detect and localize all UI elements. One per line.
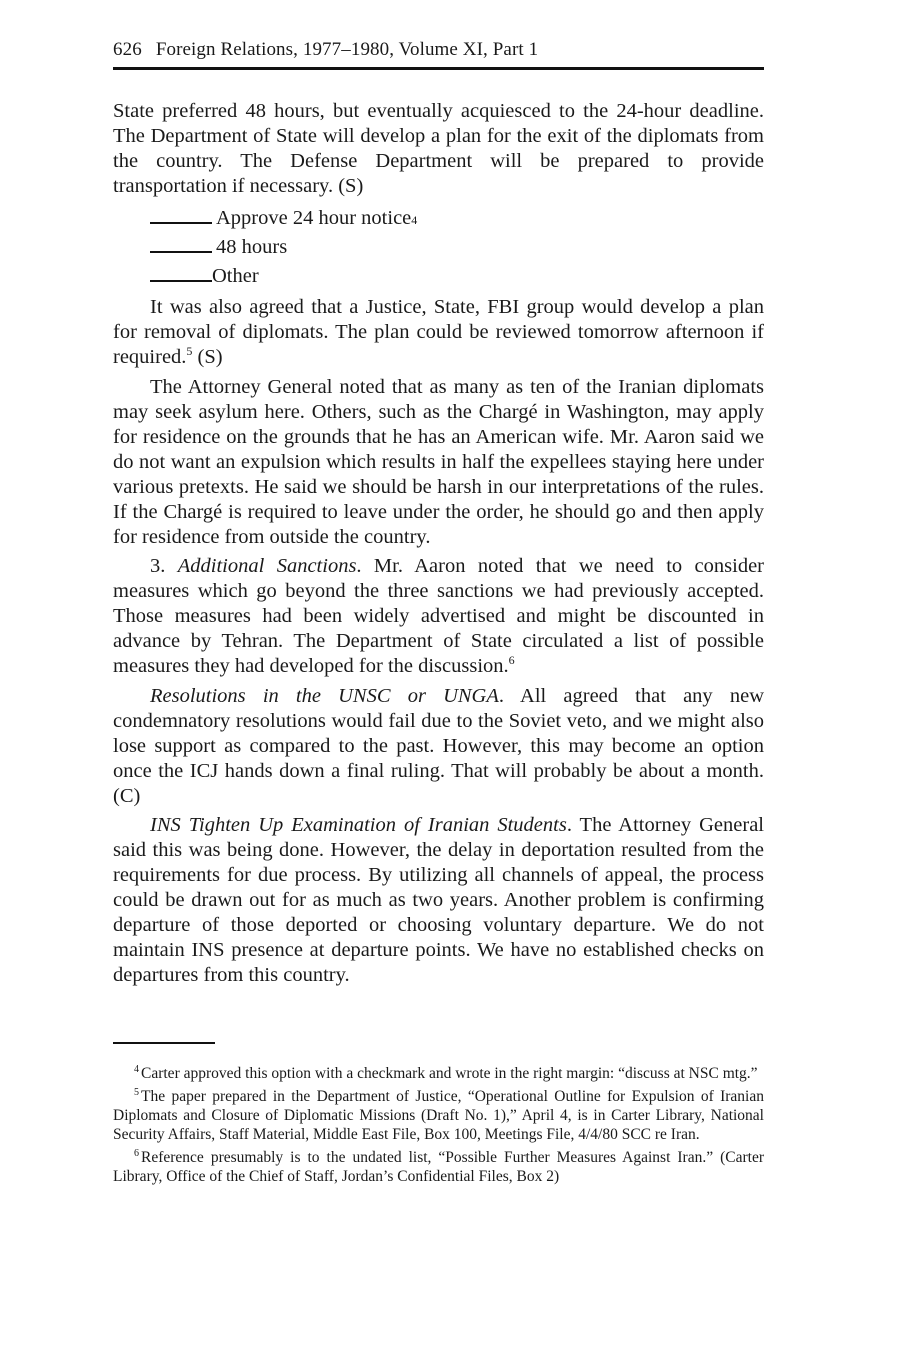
footnote-text: Reference presumably is to the undated list, “Possible Further Measures Against Iran.” (Carter Library, Office of the Chief of Staff, Jordan’s Confidential Files, Box 2) bbox=[113, 1149, 764, 1185]
paragraph-ins-students bbox=[113, 813, 764, 988]
paragraph-continued: State preferred 48 hours, but eventually acquiesced to the 24-hour deadline. The Department of State will develop a plan for the exit of the diplomats from the country. The Defense Department will be prepared to provide transportation if necessary. (S) bbox=[113, 100, 764, 197]
paragraph-text: . Mr. Aaron noted that we need to consider measures which go beyond the three sanctions we had previously accepted. Those measures had been widely advertised and might be discounted in advance by Tehran. The Department of State circulated a list of possible measures they had developed for the discussion. bbox=[113, 555, 764, 677]
subsection-heading: INS Tighten Up Examination of Iranian Students bbox=[150, 814, 567, 836]
paragraph-text: It was also agreed that a Justice, State, FBI group would develop a plan for removal of diplomats. The plan could be reviewed tomorrow afternoon if required. bbox=[113, 296, 764, 368]
footnote-6 bbox=[113, 1148, 764, 1186]
footnote-number: 5 bbox=[134, 1087, 139, 1098]
classification-marker: (S) bbox=[192, 346, 223, 368]
section-heading: Additional Sanctions bbox=[177, 555, 357, 577]
footnote-number: 6 bbox=[134, 1148, 139, 1159]
footnote-ref[interactable]: 6 bbox=[508, 653, 515, 667]
paragraph-text: . All agreed that any new condemnatory resolutions would fail due to the Soviet veto, and we might also lose support as compared to the past. However, this may become an option once the ICJ hands down a final ruling. That will probably be about a month. (C) bbox=[113, 684, 764, 807]
footnote-ref[interactable]: 5 bbox=[186, 344, 193, 358]
approval-blank-line bbox=[150, 208, 212, 224]
document-page bbox=[113, 36, 764, 993]
option-48-hours bbox=[150, 233, 764, 262]
option-approve-24-hours: Approve 24 hour notice 4 bbox=[150, 204, 764, 233]
approval-blank-line bbox=[150, 237, 212, 253]
running-title: Foreign Relations, 1977–1980, Volume XI, Part 1 bbox=[155, 39, 539, 60]
footnote-4 bbox=[113, 1064, 764, 1083]
page-number: 626 bbox=[113, 39, 142, 60]
paragraph-asylum: The Attorney General noted that as many as ten of the Iranian diplomats may seek asylum here. Others, such as the Chargé in Washington, may apply for residence on the grounds that he has an American wife. Mr. Aaron said we do not want an expulsion which results in half the expellees staying here under various pretexts. He said we should be harsh in our interpretations of the rules. If the Chargé is required to leave under the order, he should go and then apply for residence from outside the country. bbox=[113, 375, 764, 548]
paragraph-text: . The Attorney General said this was being done. However, the delay in deportation resulted from the requirements for due process. By utilizing all channels of appeal, the process could be drawn out for as much as two years. Another problem is confirming departure of those deported or choosing voluntary departure. We do not maintain INS presence at departure points. We have no established checks on departures from this country. bbox=[113, 814, 764, 986]
section-number: 3. bbox=[150, 555, 178, 577]
footnote-divider bbox=[113, 1042, 215, 1044]
footnote-text: The paper prepared in the Department of Justice, “Operational Outline for Expulsion of Iranian Diplomats and Closure of Diplomatic Missions (Draft No. 1),” April 4, is in Carter Library, National Security Affairs, Staff Material, Middle East File, Box 100, Meetings File, 4/4/80 SCC re Iran. bbox=[113, 1088, 764, 1143]
option-other bbox=[150, 262, 764, 291]
paragraph-additional-sanctions bbox=[113, 554, 764, 679]
option-label: 48 hours bbox=[216, 235, 288, 258]
body-text bbox=[113, 99, 764, 988]
footnote-5 bbox=[113, 1087, 764, 1144]
option-label: Approve 24 hour notice bbox=[216, 206, 412, 229]
option-label: Other bbox=[212, 264, 259, 287]
approval-blank-line bbox=[150, 266, 212, 282]
footnote-text: Carter approved this option with a checkmark and wrote in the right margin: “discuss at NSC mtg.” bbox=[141, 1065, 758, 1082]
decision-options bbox=[113, 204, 764, 291]
paragraph-removal-plan bbox=[113, 295, 764, 370]
footnote-number: 4 bbox=[134, 1064, 139, 1075]
running-head bbox=[113, 36, 764, 70]
footnotes bbox=[113, 1064, 764, 1190]
paragraph-resolutions bbox=[113, 684, 764, 809]
subsection-heading: Resolutions in the UNSC or UNGA bbox=[150, 684, 499, 707]
